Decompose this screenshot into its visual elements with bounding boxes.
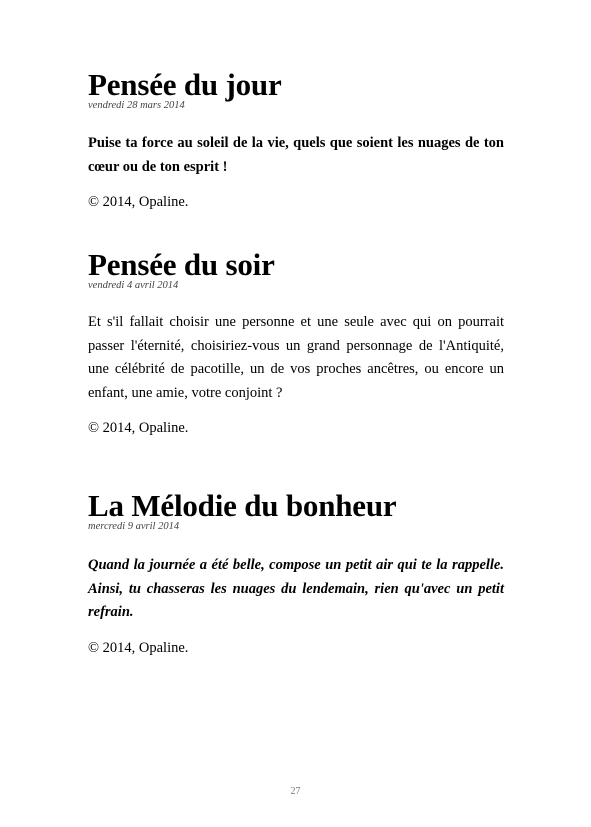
post-la-melodie-du-bonheur: [88, 489, 504, 658]
post-signature: © 2014, Opaline.: [88, 420, 189, 436]
post-date: vendredi 28 mars 2014: [88, 100, 185, 111]
post-title: Pensée du jour: [88, 67, 282, 102]
post-signature: © 2014, Opaline.: [88, 639, 189, 656]
post-date: vendredi 4 avril 2014: [88, 280, 179, 291]
post-date: mercredi 9 avril 2014: [88, 521, 180, 532]
post-pensee-du-jour: [88, 68, 504, 212]
post-pensee-du-soir: [88, 248, 504, 438]
post-body: Puise ta force au soleil de la vie, quels que soient les nuages de ton cœur ou de ton esprit !: [88, 135, 504, 175]
post-title: La Mélodie du bonheur: [88, 488, 397, 523]
post-title: Pensée du soir: [88, 247, 275, 282]
post-body: Quand la journée a été belle, compose un petit air qui te la rappelle. Ainsi, tu chasseras les nuages du lendemain, rien qu'avec un petit refrain.: [88, 557, 504, 620]
document-page: [88, 0, 504, 827]
page-number: 27: [290, 786, 301, 797]
post-body: Et s'il fallait choisir une personne et une seule avec qui on pourrait passer l'éternité, choisiriez-vous un grand personnage de l'Antiquité, une célébrité de pacotille, un de vos proches ancêtres, ou encore un enfant, une amie, votre conjoint ?: [88, 314, 504, 401]
post-signature: © 2014, Opaline.: [88, 194, 189, 210]
